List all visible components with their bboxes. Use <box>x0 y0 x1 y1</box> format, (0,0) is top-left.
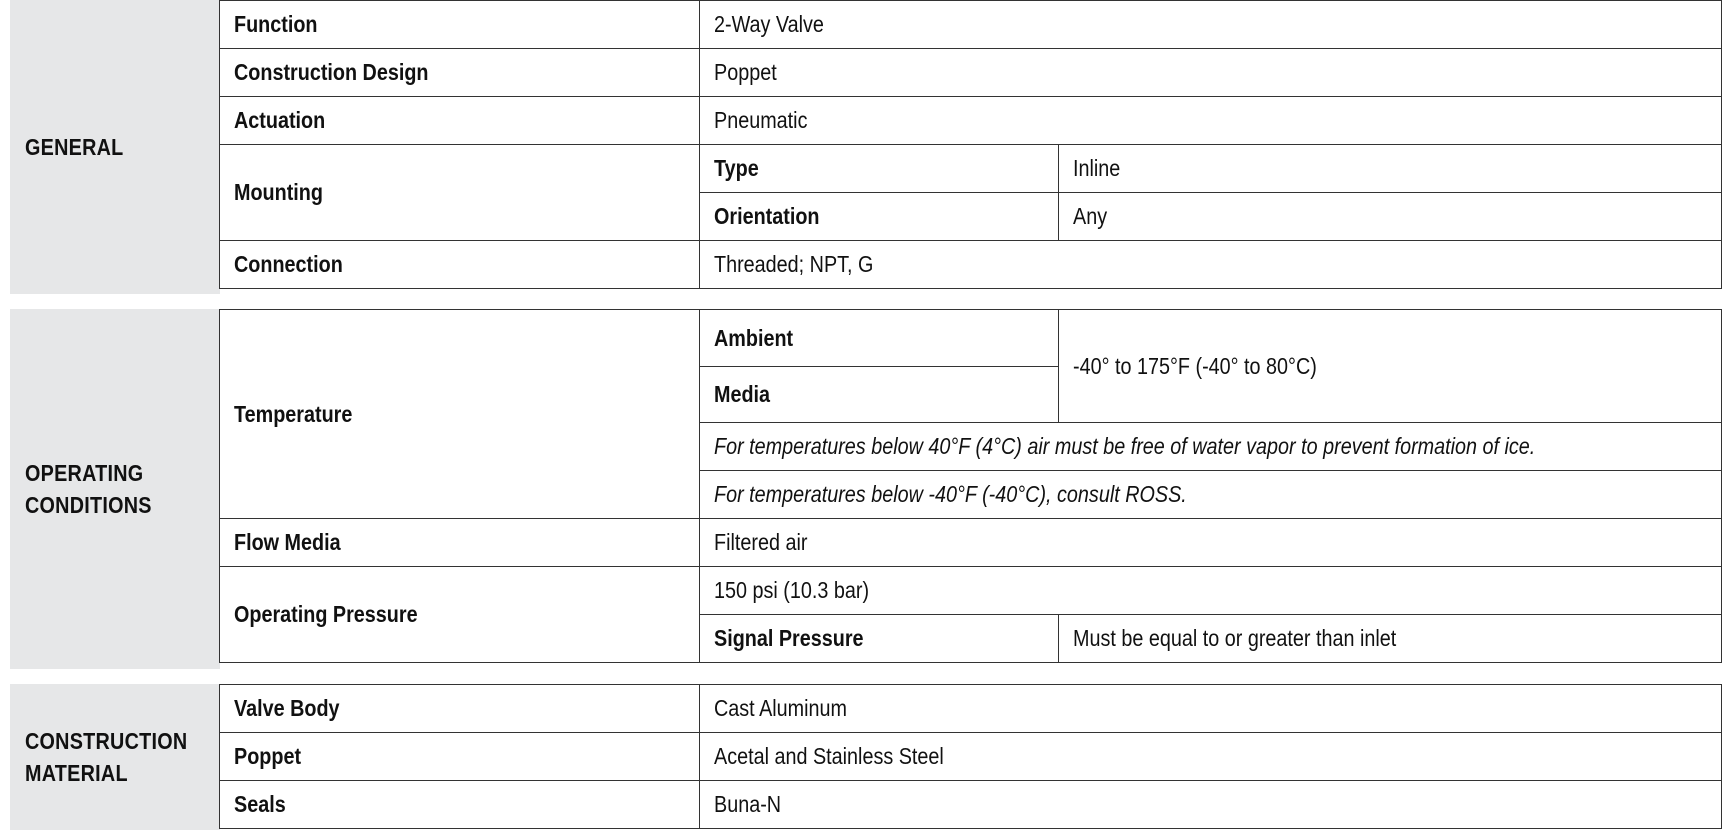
section-material <box>10 684 1720 830</box>
row-key: Flow Media <box>220 519 700 567</box>
row-key: Construction Design <box>220 49 700 97</box>
row-key: Valve Body <box>220 685 700 733</box>
row-value: Acetal and Stainless Steel <box>700 733 1722 781</box>
table-row <box>220 241 1722 289</box>
row-key: Operating Pressure <box>220 567 700 663</box>
section-title: OPERATING CONDITIONS <box>25 460 152 518</box>
table-row <box>220 1 1722 49</box>
sub-key: Ambient <box>700 310 1059 367</box>
row-value: Filtered air <box>700 519 1722 567</box>
sub-key: Orientation <box>700 193 1059 241</box>
row-value: Threaded; NPT, G <box>700 241 1722 289</box>
section-label-operating <box>10 309 220 669</box>
table-row <box>220 567 1722 615</box>
row-key: Seals <box>220 781 700 829</box>
section-title: CONSTRUCTION MATERIAL <box>25 728 188 786</box>
temperature-note: For temperatures below 40°F (4°C) air must be free of water vapor to prevent formation of ice. <box>700 423 1722 471</box>
table-row <box>220 519 1722 567</box>
row-value: Cast Aluminum <box>700 685 1722 733</box>
row-key: Temperature <box>220 310 700 519</box>
table-row <box>220 97 1722 145</box>
material-table <box>219 684 1722 829</box>
row-key: Function <box>220 1 700 49</box>
row-value: 150 psi (10.3 bar) <box>700 567 1722 615</box>
table-row <box>220 49 1722 97</box>
row-value: Inline <box>1059 145 1722 193</box>
sub-key: Media <box>700 367 1059 423</box>
section-general <box>10 0 1720 294</box>
temperature-note: For temperatures below -40°F (-40°C), consult ROSS. <box>700 471 1722 519</box>
row-value: Poppet <box>700 49 1722 97</box>
section-title: GENERAL <box>25 134 124 160</box>
section-operating <box>10 309 1720 669</box>
row-key: Connection <box>220 241 700 289</box>
section-label-material <box>10 684 220 830</box>
table-row <box>220 145 1722 193</box>
table-row <box>220 733 1722 781</box>
row-value: Must be equal to or greater than inlet <box>1059 615 1722 663</box>
sub-key: Signal Pressure <box>700 615 1059 663</box>
table-row <box>220 781 1722 829</box>
section-label-general <box>10 0 220 294</box>
table-row <box>220 310 1722 367</box>
operating-table <box>219 309 1722 663</box>
row-key: Poppet <box>220 733 700 781</box>
row-value: -40° to 175°F (-40° to 80°C) <box>1059 310 1722 423</box>
row-value: Any <box>1059 193 1722 241</box>
sub-key: Type <box>700 145 1059 193</box>
row-value: Buna-N <box>700 781 1722 829</box>
row-key: Mounting <box>220 145 700 241</box>
table-row <box>220 685 1722 733</box>
row-value: Pneumatic <box>700 97 1722 145</box>
row-key: Actuation <box>220 97 700 145</box>
general-table <box>219 0 1722 289</box>
row-value: 2-Way Valve <box>700 1 1722 49</box>
